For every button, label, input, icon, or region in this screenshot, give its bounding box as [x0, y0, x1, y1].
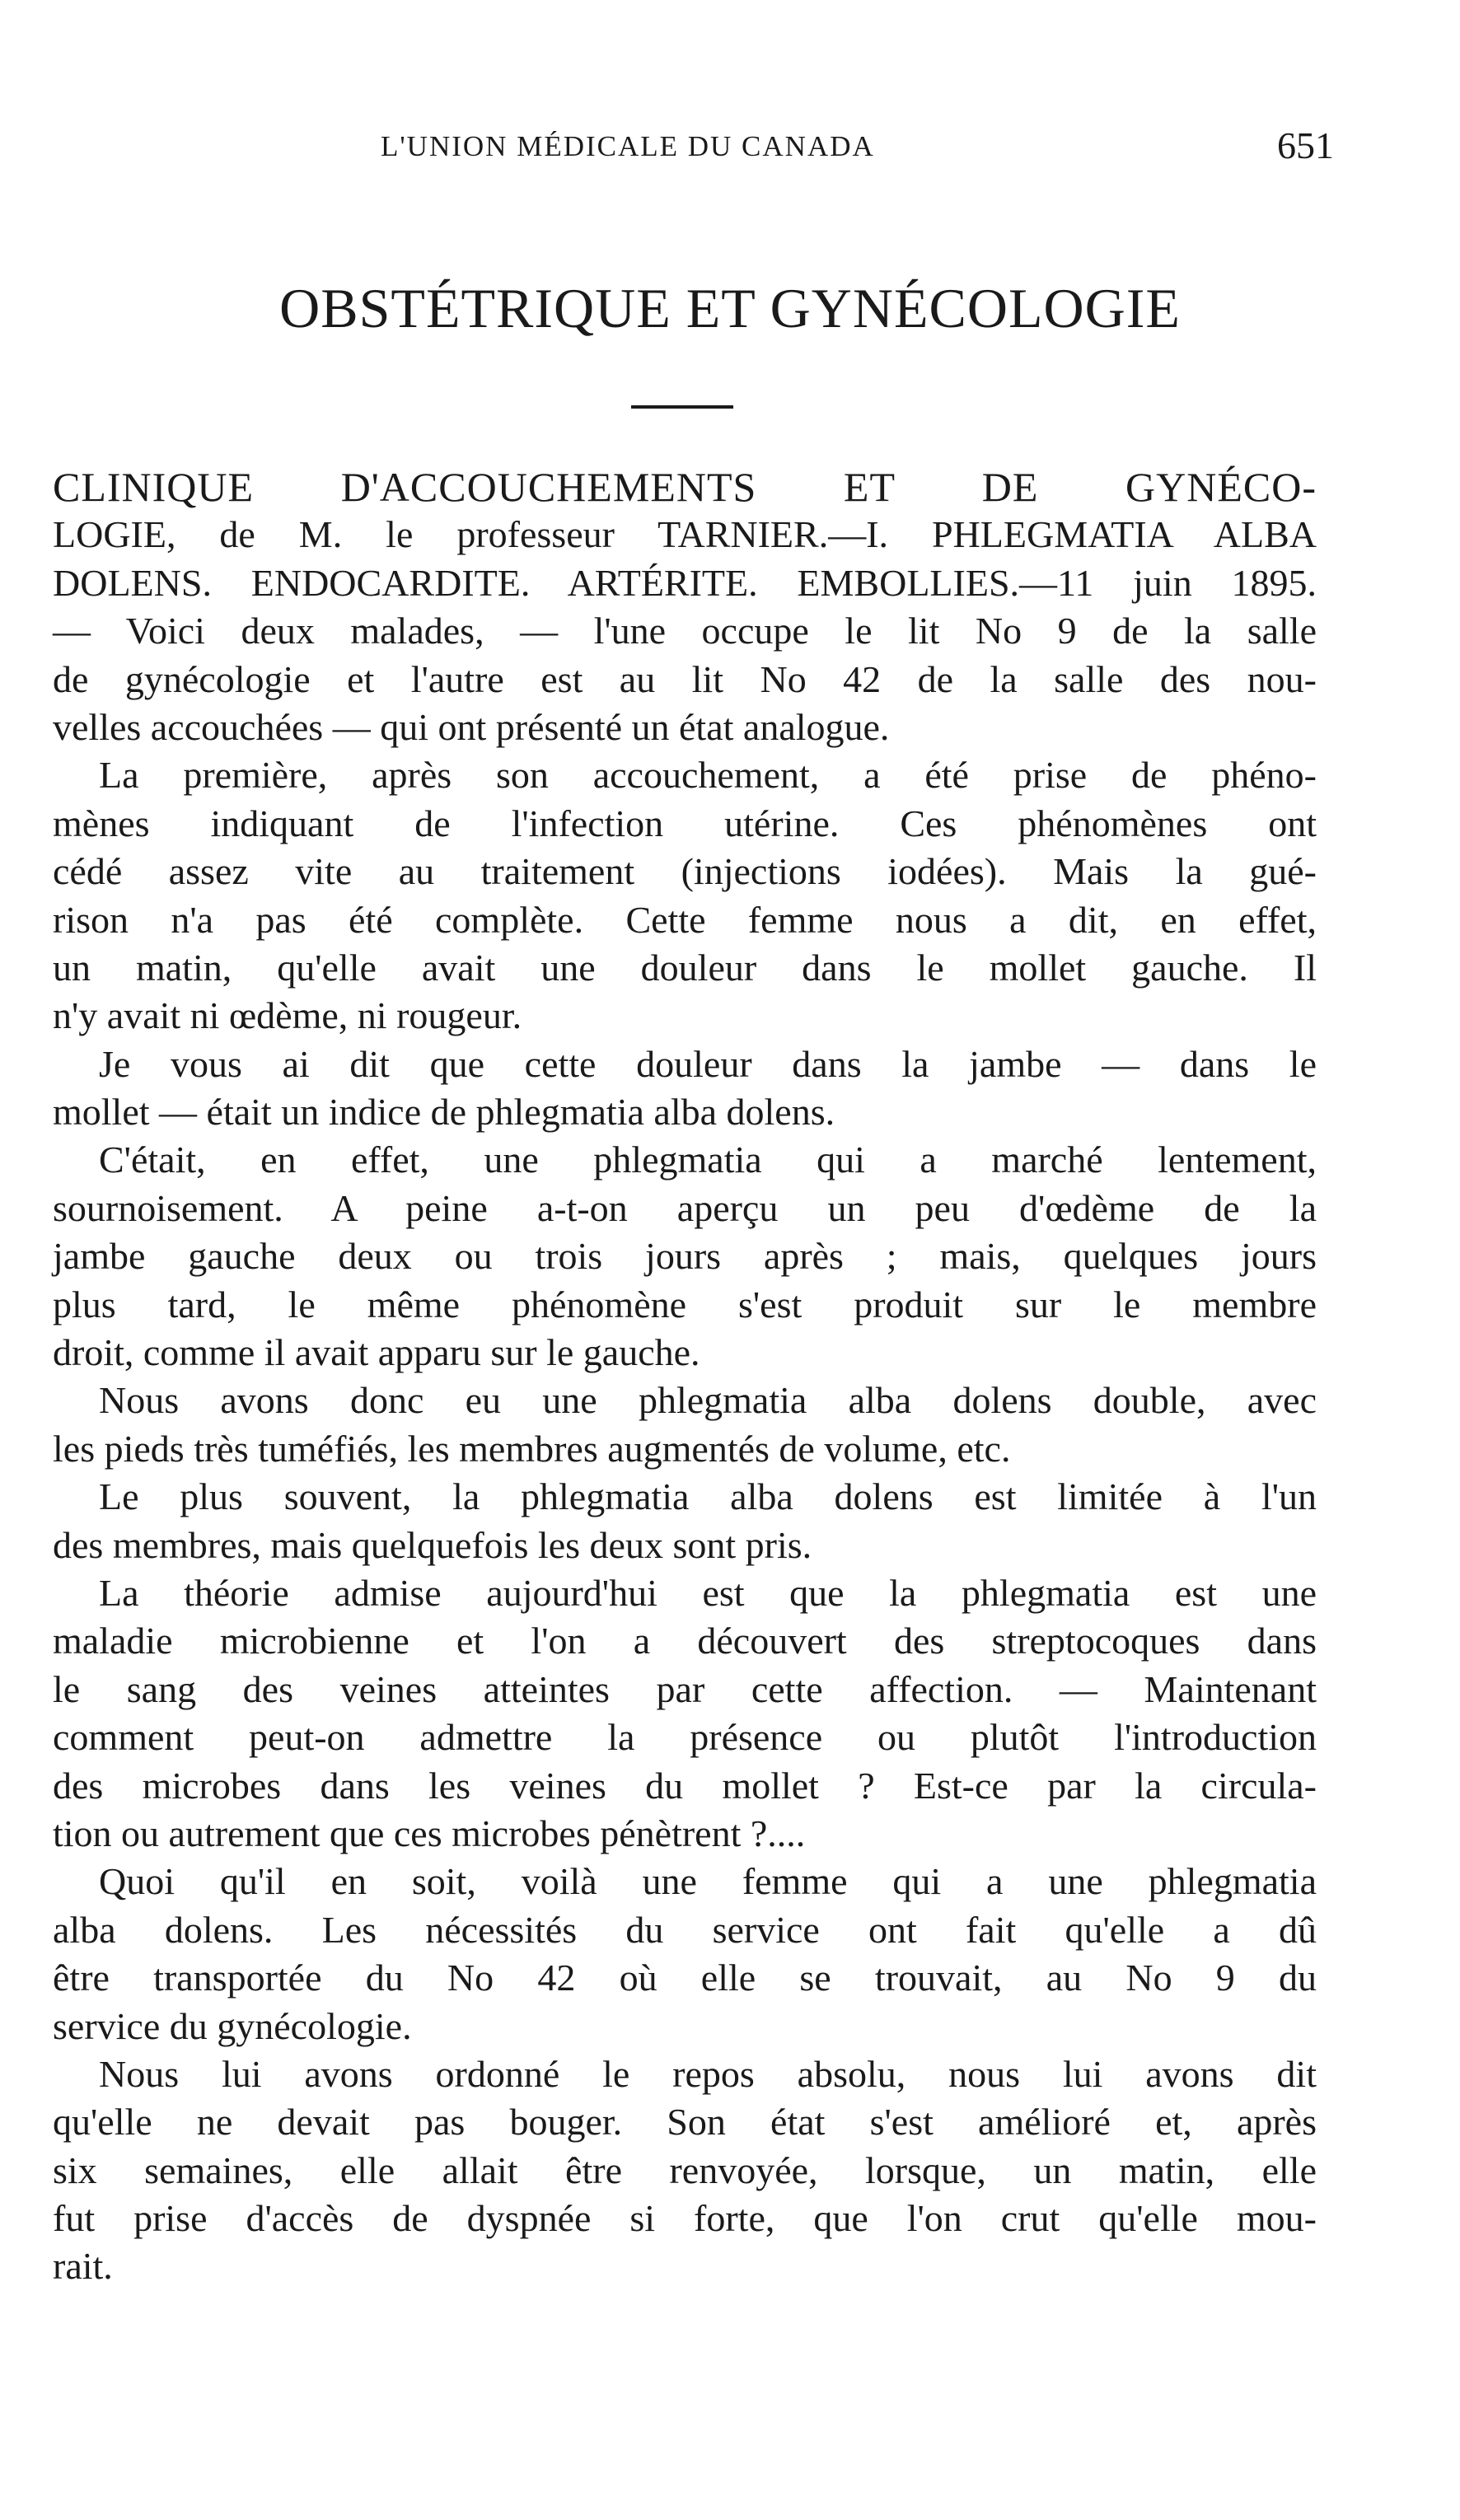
text-line: n'y avait ni œdème, ni rougeur.	[53, 994, 522, 1037]
text-line: cédé assez vite au traitement (injections iodées). Mais la gué-	[53, 850, 1317, 893]
text-line: plus tard, le même phénomène s'est produit sur le membre	[53, 1283, 1317, 1325]
text-line: alba dolens. Les nécessités du service ont fait qu'elle a dû	[53, 1908, 1317, 1951]
article-body	[53, 463, 1317, 2291]
journal-title: L'UNION MÉDICALE DU CANADA	[381, 130, 875, 162]
text-line: tion ou autrement que ces microbes pénètrent ?....	[53, 1812, 806, 1854]
text-line: Nous avons donc eu une phlegmatia alba dolens double, avec	[99, 1379, 1317, 1422]
text-line: Je vous ai dit que cette douleur dans la jambe — dans le	[99, 1042, 1317, 1085]
page-number: 651	[1277, 124, 1334, 166]
text-line: qu'elle ne devait pas bouger. Son état s'est amélioré et, après	[53, 2101, 1317, 2144]
text-line: rait.	[53, 2245, 113, 2288]
text-line: être transportée du No 42 où elle se trouvait, au No 9 du	[53, 1957, 1317, 1999]
text-line: C'était, en effet, une phlegmatia qui a marché lentement,	[99, 1138, 1317, 1181]
running-header	[0, 124, 1460, 171]
text-line: Quoi qu'il en soit, voilà une femme qui a une phlegmatia	[99, 1860, 1317, 1903]
section-title: OBSTÉTRIQUE ET GYNÉCOLOGIE	[279, 277, 1181, 339]
section-divider	[631, 405, 733, 409]
text-line: La première, après son accouchement, a été prise de phéno-	[99, 754, 1317, 797]
text-line: les pieds très tuméfiés, les membres augmentés de volume, etc.	[53, 1427, 1011, 1470]
text-line: fut prise d'accès de dyspnée si forte, que l'on crut qu'elle mou-	[53, 2197, 1317, 2240]
text-line: un matin, qu'elle avait une douleur dans le mollet gauche. Il	[53, 946, 1317, 989]
text-line: DOLENS. ENDOCARDITE. ARTÉRITE. EMBOLLIES.—11 juin 1895.	[53, 561, 1317, 604]
text-line: six semaines, elle allait être renvoyée, lorsque, un matin, elle	[53, 2148, 1317, 2191]
text-line: des membres, mais quelquefois les deux sont pris.	[53, 1523, 812, 1566]
text-line: jambe gauche deux ou trois jours après ; mais, quelques jours	[53, 1235, 1317, 1278]
text-line: CLINIQUE D'ACCOUCHEMENTS ET DE GYNÉCO-	[53, 464, 1317, 510]
text-line: de gynécologie et l'autre est au lit No 42 de la salle des nou-	[53, 657, 1317, 700]
text-line: LOGIE, de M. le professeur TARNIER.—I. PHLEGMATIA ALBA	[53, 513, 1317, 556]
text-line: droit, comme il avait apparu sur le gauche.	[53, 1331, 700, 1374]
text-line: velles accouchées — qui ont présenté un état analogue.	[53, 705, 890, 748]
text-line: sournoisement. A peine a-t-on aperçu un peu d'œdème de la	[53, 1186, 1317, 1229]
text-line: mollet — était un indice de phlegmatia alba dolens.	[53, 1091, 835, 1134]
text-line: — Voici deux malades, — l'une occupe le lit No 9 de la salle	[53, 610, 1317, 652]
text-line: rison n'a pas été complète. Cette femme nous a dit, en effet,	[53, 898, 1317, 941]
text-line: Nous lui avons ordonné le repos absolu, nous lui avons dit	[99, 2052, 1317, 2095]
text-line: comment peut-on admettre la présence ou plutôt l'introduction	[53, 1716, 1317, 1759]
text-line: des microbes dans les veines du mollet ? Est-ce par la circula-	[53, 1764, 1317, 1807]
text-line: La théorie admise aujourd'hui est que la phlegmatia est une	[99, 1571, 1317, 1614]
text-line: service du gynécologie.	[53, 2004, 412, 2047]
text-line: le sang des veines atteintes par cette affection. — Maintenant	[53, 1667, 1317, 1710]
text-line: maladie microbienne et l'on a découvert des streptocoques dans	[53, 1620, 1317, 1662]
text-line: mènes indiquant de l'infection utérine. Ces phénomènes ont	[53, 802, 1317, 844]
text-line: Le plus souvent, la phlegmatia alba dolens est limitée à l'un	[99, 1475, 1317, 1518]
